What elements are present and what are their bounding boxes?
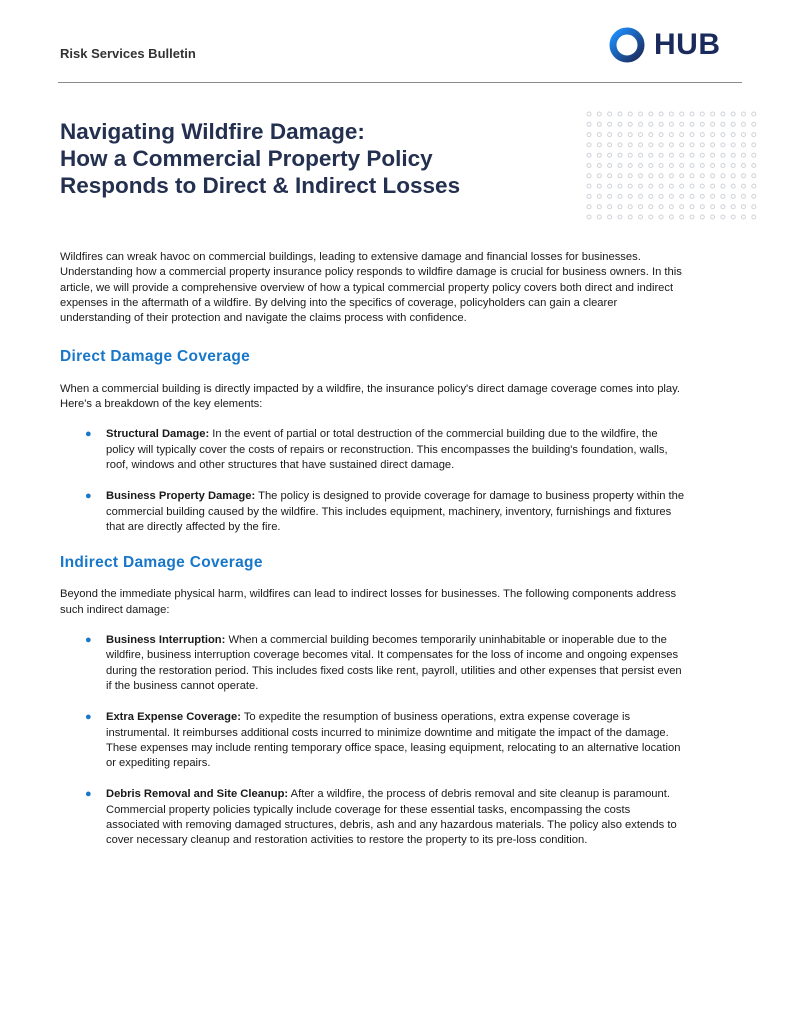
- dot: [597, 174, 601, 178]
- dot: [731, 205, 735, 209]
- dot: [649, 184, 653, 188]
- dot: [639, 133, 643, 137]
- dot: [752, 143, 756, 147]
- dot: [680, 133, 684, 137]
- dot: [711, 184, 715, 188]
- dot: [587, 184, 591, 188]
- dot: [690, 164, 694, 168]
- title-line-3: Responds to Direct & Indirect Losses: [60, 173, 461, 198]
- dot: [618, 174, 622, 178]
- dot: [669, 122, 673, 126]
- dot: [639, 164, 643, 168]
- dot: [628, 143, 632, 147]
- dot: [649, 133, 653, 137]
- dot: [597, 112, 601, 116]
- dot: [608, 184, 612, 188]
- dot: [587, 122, 591, 126]
- dot: [711, 174, 715, 178]
- dot: [618, 112, 622, 116]
- dot: [711, 122, 715, 126]
- dot: [669, 133, 673, 137]
- dot: [597, 143, 601, 147]
- dot: [618, 133, 622, 137]
- dot: [597, 153, 601, 157]
- dot: [721, 153, 725, 157]
- dot: [608, 122, 612, 126]
- dot: [721, 205, 725, 209]
- dot: [690, 122, 694, 126]
- list-term: Business Interruption:: [106, 634, 226, 647]
- logo-text: HUB: [654, 28, 721, 61]
- bullet-icon: ●: [85, 788, 92, 801]
- dot: [639, 205, 643, 209]
- dot: [608, 174, 612, 178]
- dot: [711, 153, 715, 157]
- dot: [639, 194, 643, 198]
- list-item-debris-removal: [60, 787, 686, 848]
- dot: [628, 153, 632, 157]
- dot: [618, 143, 622, 147]
- dot: [721, 184, 725, 188]
- dot: [700, 174, 704, 178]
- bullet-icon: ●: [85, 634, 92, 647]
- dot: [690, 194, 694, 198]
- dot: [742, 133, 746, 137]
- dot: [742, 112, 746, 116]
- direct-list: [60, 427, 685, 535]
- dot: [742, 143, 746, 147]
- list-term: Structural Damage:: [106, 428, 210, 441]
- dot: [742, 122, 746, 126]
- dot: [587, 215, 591, 219]
- title-line-2: How a Commercial Property Policy: [60, 146, 433, 171]
- dot: [639, 153, 643, 157]
- dot: [700, 153, 704, 157]
- dot: [680, 184, 684, 188]
- dot: [639, 174, 643, 178]
- dot: [587, 143, 591, 147]
- dot: [700, 143, 704, 147]
- dot: [659, 153, 663, 157]
- dot: [649, 205, 653, 209]
- dot: [700, 194, 704, 198]
- dot: [680, 153, 684, 157]
- dot: [731, 174, 735, 178]
- hub-logo: [608, 26, 721, 64]
- dot: [752, 194, 756, 198]
- dot: [669, 164, 673, 168]
- dot: [752, 215, 756, 219]
- dot: [669, 215, 673, 219]
- dot: [680, 194, 684, 198]
- dot: [752, 174, 756, 178]
- list-text: When a commercial building becomes temporarily uninhabitable or inoperable due to the wildfire, business interruption coverage becomes vital. It compensates for the loss of income and ongoing expenses during the restoration period. This includes fixed costs like rent, payroll, utilities and other expenses that persist even if the business cannot operate.: [106, 634, 682, 692]
- dot: [608, 194, 612, 198]
- list-item-extra-expense: [60, 710, 686, 771]
- list-item-business-property: [60, 489, 686, 535]
- dot: [690, 112, 694, 116]
- dot: [690, 133, 694, 137]
- dot: [669, 153, 673, 157]
- dot: [700, 112, 704, 116]
- dot: [680, 215, 684, 219]
- dot: [628, 112, 632, 116]
- dot: [649, 153, 653, 157]
- dot: [752, 153, 756, 157]
- dot: [711, 112, 715, 116]
- indirect-list: [60, 633, 685, 849]
- dot: [659, 164, 663, 168]
- dot: [690, 143, 694, 147]
- dot: [742, 164, 746, 168]
- indirect-intro: Beyond the immediate physical harm, wildfires can lead to indirect losses for businesses. The following components address such indirect damage:: [60, 588, 677, 616]
- dot: [731, 143, 735, 147]
- article-body: [60, 250, 685, 849]
- dot: [700, 215, 704, 219]
- dot: [680, 205, 684, 209]
- dot: [742, 215, 746, 219]
- bulletin-label: Risk Services Bulletin: [60, 46, 196, 61]
- dot: [597, 122, 601, 126]
- dot: [680, 143, 684, 147]
- list-term: Extra Expense Coverage:: [106, 711, 241, 724]
- dot: [618, 164, 622, 168]
- dot: [700, 133, 704, 137]
- dot: [669, 143, 673, 147]
- dot: [731, 112, 735, 116]
- bullet-icon: ●: [85, 711, 92, 724]
- dot: [721, 122, 725, 126]
- dot: [618, 205, 622, 209]
- dot: [649, 194, 653, 198]
- dot: [597, 164, 601, 168]
- dot: [731, 194, 735, 198]
- dot: [618, 184, 622, 188]
- dot: [639, 143, 643, 147]
- dot: [680, 164, 684, 168]
- direct-intro: When a commercial building is directly impacted by a wildfire, the insurance policy's direct damage coverage comes into play. Here's a breakdown of the key elements:: [60, 382, 681, 411]
- dot: [752, 184, 756, 188]
- dot: [659, 122, 663, 126]
- list-text: The policy is designed to provide coverage for damage to business property within the commercial building caused by the wildfire. This includes equipment, machinery, inventory, furnishings and fixtures that are directly affected by the fire.: [106, 490, 685, 533]
- dot: [608, 143, 612, 147]
- dot: [669, 184, 673, 188]
- dot: [597, 205, 601, 209]
- dot: [659, 184, 663, 188]
- dot: [659, 194, 663, 198]
- dot: [597, 133, 601, 137]
- dot: [721, 215, 725, 219]
- dot: [639, 184, 643, 188]
- dot: [659, 143, 663, 147]
- dot: [618, 194, 622, 198]
- dot: [721, 194, 725, 198]
- dot: [618, 153, 622, 157]
- dot: [742, 194, 746, 198]
- dot: [669, 194, 673, 198]
- dot: [690, 174, 694, 178]
- dot: [649, 122, 653, 126]
- dot: [618, 215, 622, 219]
- dot: [618, 122, 622, 126]
- dot: [742, 153, 746, 157]
- dot: [752, 112, 756, 116]
- dot: [628, 122, 632, 126]
- decorative-dot-grid: [585, 110, 760, 225]
- dot: [628, 164, 632, 168]
- dot: [628, 215, 632, 219]
- dot: [587, 112, 591, 116]
- logo-ring-icon: [608, 26, 646, 64]
- dot: [700, 122, 704, 126]
- dot: [680, 174, 684, 178]
- dot: [608, 153, 612, 157]
- dot: [587, 164, 591, 168]
- dot: [721, 143, 725, 147]
- dot: [608, 215, 612, 219]
- list-item-business-interruption: [60, 633, 686, 694]
- dot: [587, 205, 591, 209]
- dot: [597, 194, 601, 198]
- dot: [752, 164, 756, 168]
- dot: [628, 205, 632, 209]
- list-text: After a wildfire, the process of debris removal and site cleanup is paramount. Commercial property policies typically include coverage for these essential tasks, encompassing the costs associated with removing damaged structures, debris, ash and any hazardous materials. The policy also extends to cover necessary cleanup and restoration activities to restore the property to its pre-loss condition.: [106, 788, 677, 847]
- dot: [659, 174, 663, 178]
- dot: [649, 143, 653, 147]
- dot: [731, 133, 735, 137]
- dot: [659, 133, 663, 137]
- dot: [711, 205, 715, 209]
- bullet-icon: ●: [85, 490, 92, 503]
- dot: [690, 153, 694, 157]
- dot: [731, 184, 735, 188]
- dot: [731, 164, 735, 168]
- dot: [680, 122, 684, 126]
- dot: [608, 164, 612, 168]
- intro-paragraph: Wildfires can wreak havoc on commercial buildings, leading to extensive damage and financial losses for businesses. Understanding how a commercial property insurance policy responds to wildfire damage is crucial for business owners. In this article, we will provide a comprehensive overview of how a typical commercial property policy covers both direct and indirect expenses in the aftermath of a wildfire. By delving into the specifics of coverage, policyholders can gain a clearer understanding of their protection and navigate the claims process with confidence.: [60, 251, 682, 325]
- dot: [587, 153, 591, 157]
- dot: [597, 184, 601, 188]
- dot: [700, 205, 704, 209]
- dot: [700, 164, 704, 168]
- dot: [639, 122, 643, 126]
- dot: [690, 215, 694, 219]
- list-text: To expedite the resumption of business operations, extra expense coverage is instrumental. It reimburses additional costs incurred to minimize downtime and mitigate the impact of the damage. These expenses may include renting temporary office space, leasing equipment, relocating to an alternative location or expediting repairs.: [106, 711, 681, 770]
- list-term: Debris Removal and Site Cleanup:: [106, 788, 289, 801]
- dot: [669, 205, 673, 209]
- dot: [680, 112, 684, 116]
- dot: [669, 112, 673, 116]
- dot: [628, 174, 632, 178]
- dot: [690, 205, 694, 209]
- dot: [649, 174, 653, 178]
- dot: [731, 153, 735, 157]
- dot: [711, 194, 715, 198]
- dot: [608, 205, 612, 209]
- dot: [731, 122, 735, 126]
- dot: [587, 174, 591, 178]
- dot: [608, 112, 612, 116]
- indirect-heading: Indirect Damage Coverage: [60, 554, 263, 572]
- direct-heading: Direct Damage Coverage: [60, 348, 251, 366]
- dot: [628, 184, 632, 188]
- dot: [628, 133, 632, 137]
- dot: [711, 164, 715, 168]
- dot: [649, 112, 653, 116]
- dot: [649, 164, 653, 168]
- dot: [742, 184, 746, 188]
- dot: [752, 205, 756, 209]
- dot: [659, 205, 663, 209]
- bullet-icon: ●: [85, 428, 92, 441]
- dot: [669, 174, 673, 178]
- dot: [690, 184, 694, 188]
- dot: [721, 174, 725, 178]
- dot: [752, 122, 756, 126]
- title-line-1: Navigating Wildfire Damage:: [60, 119, 365, 144]
- dot: [752, 133, 756, 137]
- dot: [711, 215, 715, 219]
- dot: [649, 215, 653, 219]
- list-text: In the event of partial or total destruction of the commercial building due to the wildfire, the policy will typically cover the costs of repairs or reconstruction. This encompasses the building's foundation, walls, roof, windows and other structures that have sustained direct damage.: [106, 428, 668, 471]
- dot: [587, 133, 591, 137]
- list-item-structural: [60, 427, 686, 473]
- header-divider: [58, 82, 742, 83]
- list-term: Business Property Damage:: [106, 490, 256, 503]
- dot: [721, 164, 725, 168]
- dot: [628, 194, 632, 198]
- dot: [721, 133, 725, 137]
- dot: [711, 143, 715, 147]
- dot: [742, 174, 746, 178]
- dot: [587, 194, 591, 198]
- dot: [711, 133, 715, 137]
- dot: [597, 215, 601, 219]
- dot: [639, 112, 643, 116]
- dot: [608, 133, 612, 137]
- page-title: [60, 118, 580, 199]
- dot: [721, 112, 725, 116]
- dot: [700, 184, 704, 188]
- dot: [742, 205, 746, 209]
- dot: [659, 215, 663, 219]
- dot: [731, 215, 735, 219]
- dot: [659, 112, 663, 116]
- dot: [639, 215, 643, 219]
